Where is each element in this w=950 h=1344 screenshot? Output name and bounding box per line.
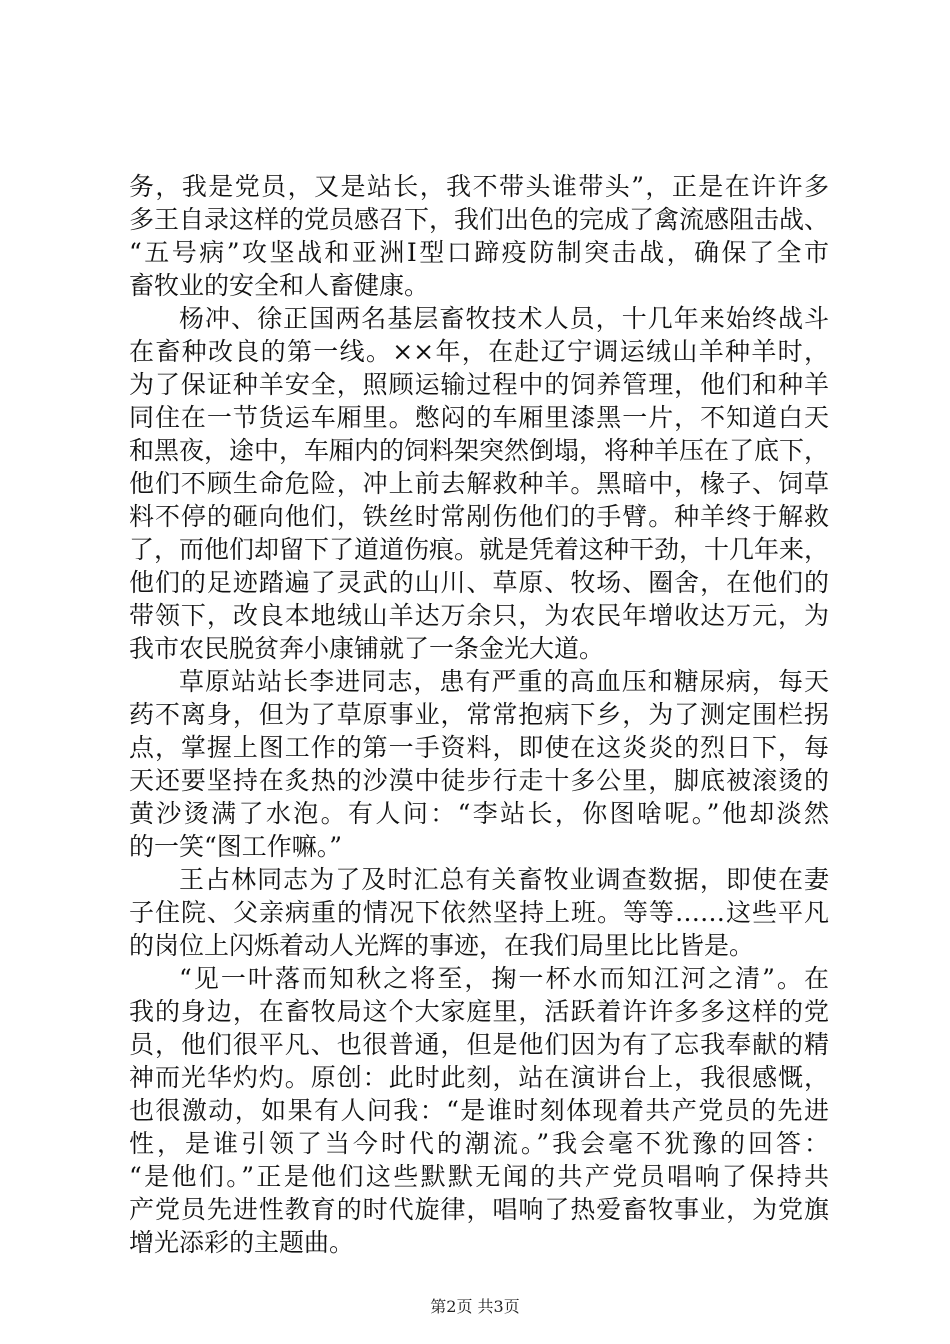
text-line: 他们不顾生命危险，冲上前去解救种羊。黑暗中，椽子、饲草	[129, 469, 829, 498]
text-line: 他们的足迹踏遍了灵武的山川、草原、牧场、圈舍，在他们的	[129, 568, 829, 597]
text-line: 带领下，改良本地绒山羊达万余只，为农民年增收达万元，为	[129, 601, 829, 630]
text-line: 增光添彩的主题曲。	[129, 1228, 355, 1257]
text-line: 性，是谁引领了当今时代的潮流。”我会毫不犹豫的回答：	[129, 1129, 829, 1158]
paragraph-first-line: 草原站站长李进同志，患有严重的高血压和糖尿病，每天	[179, 667, 829, 696]
text-line: 同住在一节货运车厢里。憋闷的车厢里漆黑一片，不知道白天	[129, 403, 829, 432]
text-line: 点，掌握上图工作的第一手资料，即使在这炎炎的烈日下，每	[129, 733, 829, 762]
paragraph-first-line: “见一叶落而知秋之将至，掬一杯水而知江河之清”。在	[179, 964, 829, 993]
text-line: 务，我是党员，又是站长，我不带头谁带头”，正是在许许多	[129, 172, 829, 201]
document-body	[129, 170, 829, 1259]
text-line: 在畜种改良的第一线。××年，在赴辽宁调运绒山羊种羊时，	[129, 337, 829, 366]
text-line: 畜牧业的安全和人畜健康。	[129, 271, 430, 300]
text-line: 多王自录这样的党员感召下，我们出色的完成了禽流感阻击战、	[129, 205, 829, 234]
text-line: 为了保证种羊安全，照顾运输过程中的饲养管理，他们和种羊	[129, 370, 829, 399]
text-line: 也很激动，如果有人问我：“是谁时刻体现着共产党员的先进	[129, 1096, 829, 1125]
text-line: 我的身边，在畜牧局这个大家庭里，活跃着许许多多这样的党	[129, 997, 829, 1026]
paragraph-first-line: 王占林同志为了及时汇总有关畜牧业调查数据，即使在妻	[179, 865, 829, 894]
text-line: 产党员先进性教育的时代旋律，唱响了热爱畜牧事业，为党旗	[129, 1195, 829, 1224]
text-line: 天还要坚持在炙热的沙漠中徒步行走十多公里，脚底被滚烫的	[129, 766, 829, 795]
text-line: 的一笑“图工作嘛。”	[129, 832, 343, 861]
text-line: 药不离身，但为了草原事业，常常抱病下乡，为了测定围栏拐	[129, 700, 829, 729]
text-line: 的岗位上闪烁着动人光辉的事迹，在我们局里比比皆是。	[129, 931, 755, 960]
text-line: “五号病”攻坚战和亚洲Ⅰ型口蹄疫防制突击战，确保了全市	[129, 238, 829, 267]
text-line: 神而光华灼灼。原创：此时此刻，站在演讲台上，我很感慨，	[129, 1063, 829, 1092]
text-line: 黄沙烫满了水泡。有人问：“李站长，你图啥呢。”他却淡然	[129, 799, 829, 828]
text-line: 和黑夜，途中，车厢内的饲料架突然倒塌，将种羊压在了底下，	[129, 436, 829, 465]
text-line: 了，而他们却留下了道道伤痕。就是凭着这种干劲，十几年来，	[129, 535, 829, 564]
text-line: 员，他们很平凡、也很普通，但是他们因为有了忘我奉献的精	[129, 1030, 829, 1059]
text-line: 我市农民脱贫奔小康铺就了一条金光大道。	[129, 634, 605, 663]
page-number-footer: 第2页 共3页	[430, 1297, 520, 1316]
paragraph-first-line: 杨冲、徐正国两名基层畜牧技术人员，十几年来始终战斗	[179, 304, 829, 333]
text-line: 子住院、父亲病重的情况下依然坚持上班。等等……这些平凡	[129, 898, 829, 927]
text-line: “是他们。”正是他们这些默默无闻的共产党员唱响了保持共	[129, 1162, 829, 1191]
text-line: 料不停的砸向他们，铁丝时常剐伤他们的手臂。种羊终于解救	[129, 502, 829, 531]
